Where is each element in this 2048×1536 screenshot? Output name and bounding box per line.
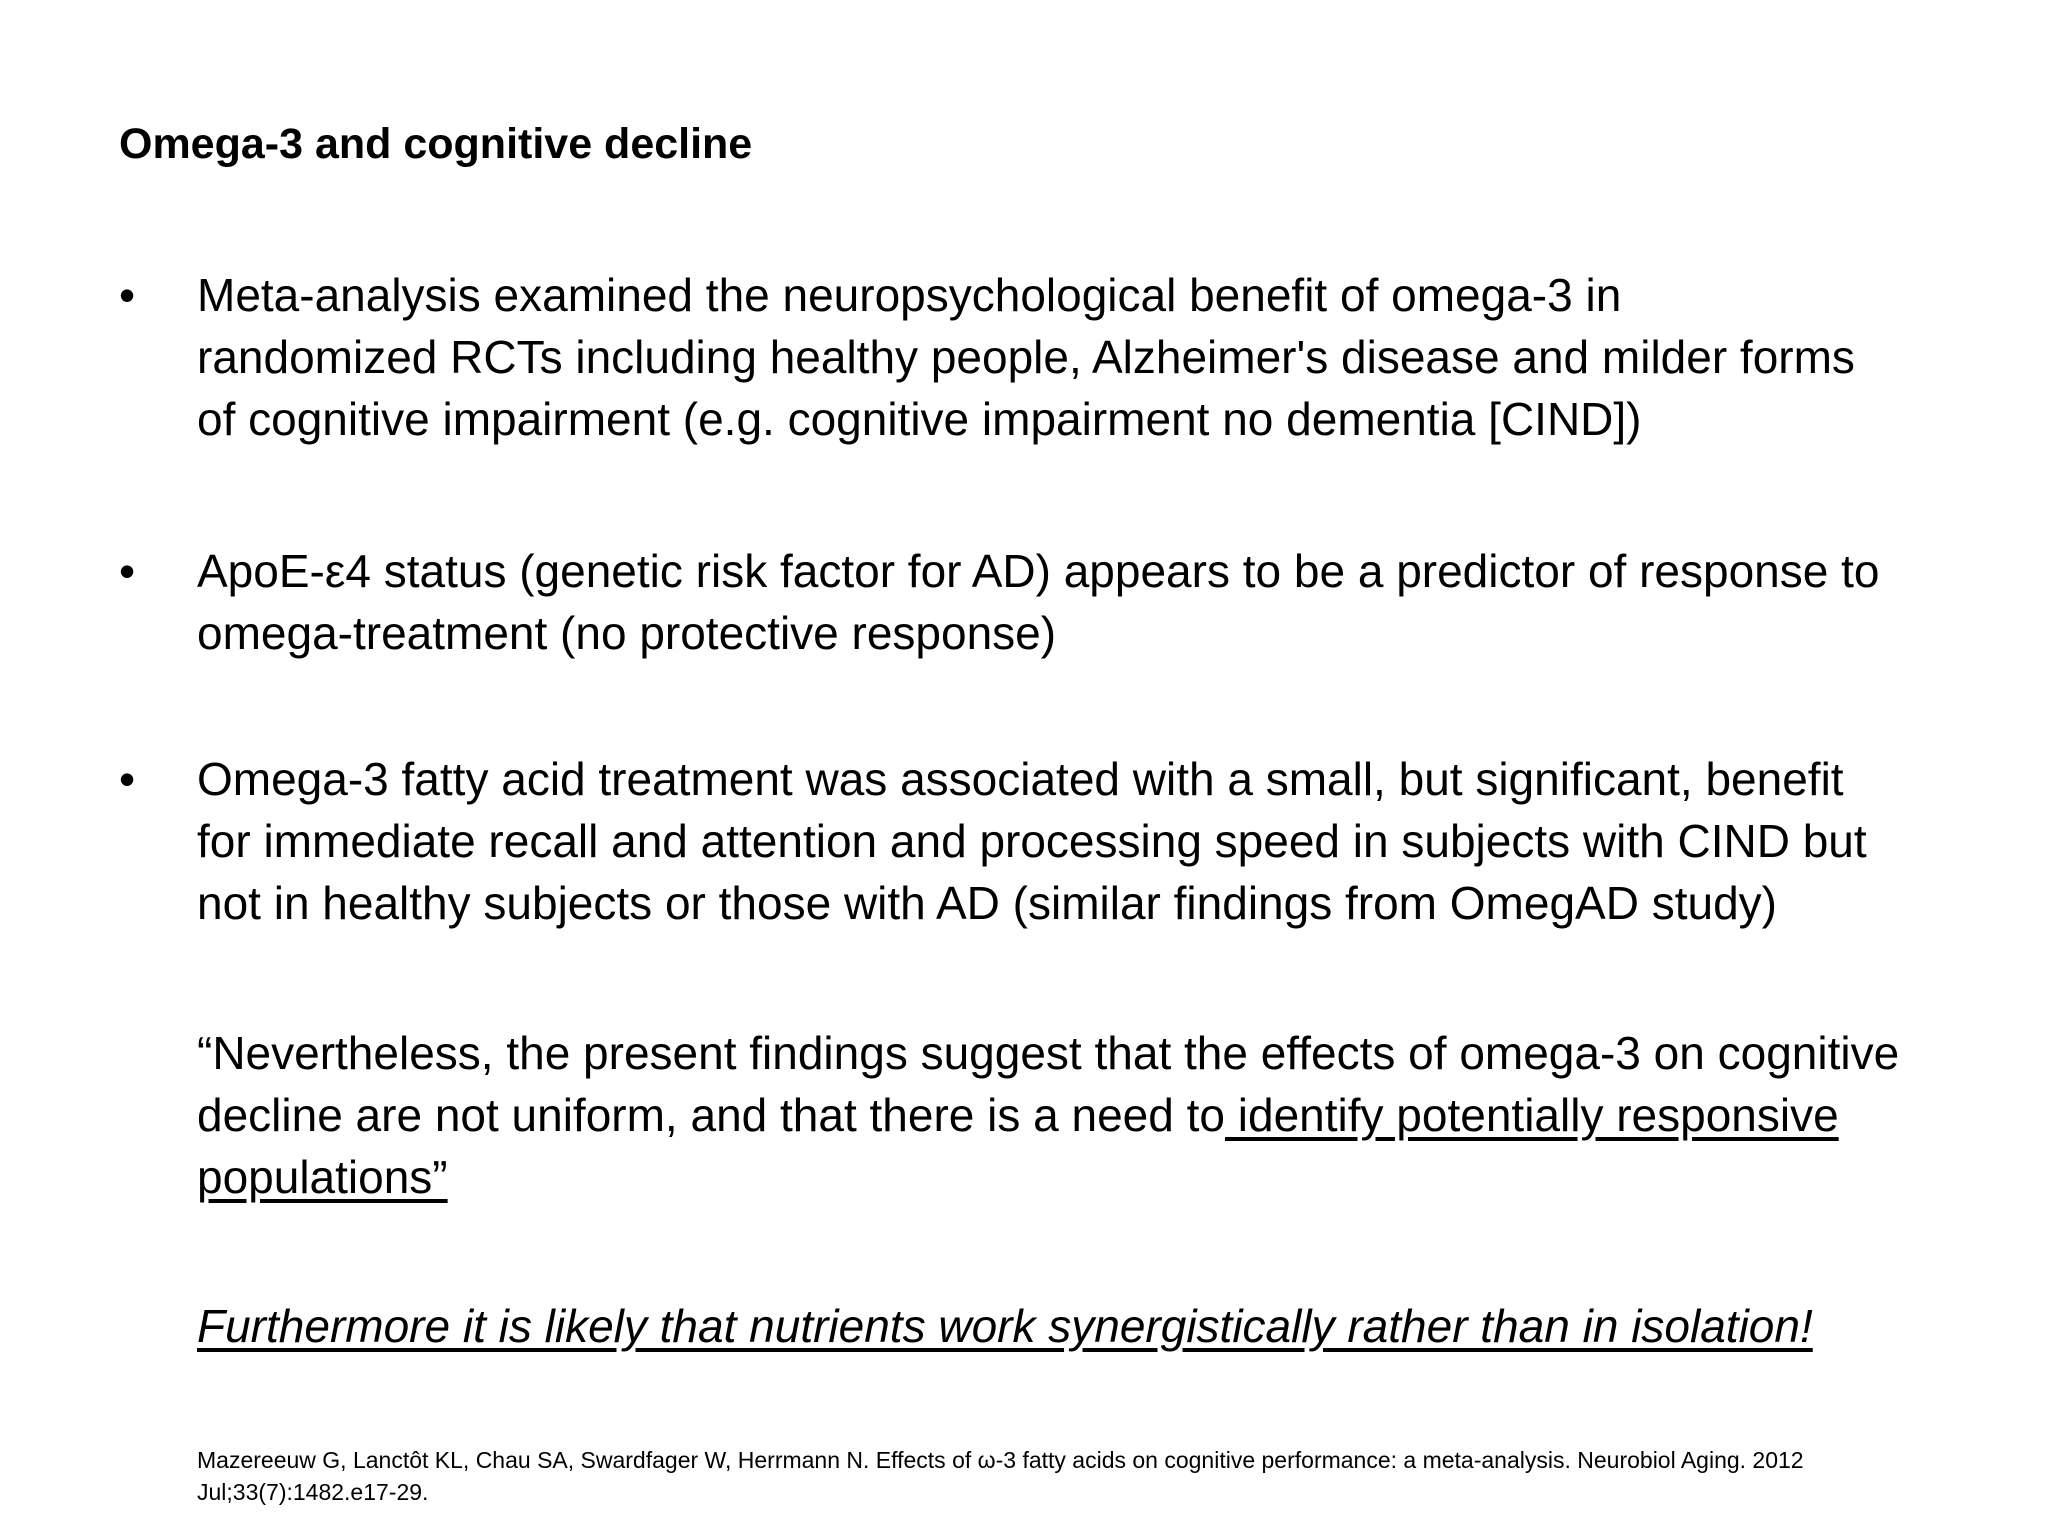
bullet-marker: • [119, 753, 136, 805]
quote-text: “Nevertheless, the present findings suggest that the effects of omega-3 on cognitive decline are not uniform, and that there is a need to [197, 1027, 1900, 1141]
emphasis-statement: Furthermore it is likely that nutrients work synergistically rather than in isolation! [197, 1300, 1813, 1352]
quote-block [197, 1022, 1957, 1208]
quote-underlined-text: identify potentially responsive populations” [197, 1089, 1839, 1203]
bullet-marker: • [119, 269, 136, 321]
bullet-text: Meta-analysis examined the neuropsychological benefit of omega-3 in randomized RCTs including healthy people, Alzheimer's disease and milder forms of cognitive impairment (e.g. cognitive impairment no dementia [CIND]) [197, 269, 1855, 445]
bullet-marker: • [119, 545, 136, 597]
bullet-text: ApoE-ε4 status (genetic risk factor for AD) appears to be a predictor of response to omega-treatment (no protective response) [197, 545, 1880, 659]
bullet-text: Omega-3 fatty acid treatment was associated with a small, but significant, benefit for immediate recall and attention and processing speed in subjects with CIND but not in healthy subjects or those with AD (similar findings from OmegAD study) [197, 753, 1867, 929]
reference-citation: Mazereeuw G, Lanctôt KL, Chau SA, Swardfager W, Herrmann N. Effects of ω-3 fatty acids on cognitive performance: a meta-analysis. Neurobiol Aging. 2012 Jul;33(7):1482.e17-29. [197, 1447, 1804, 1505]
slide-title: Omega-3 and cognitive decline [119, 120, 753, 168]
